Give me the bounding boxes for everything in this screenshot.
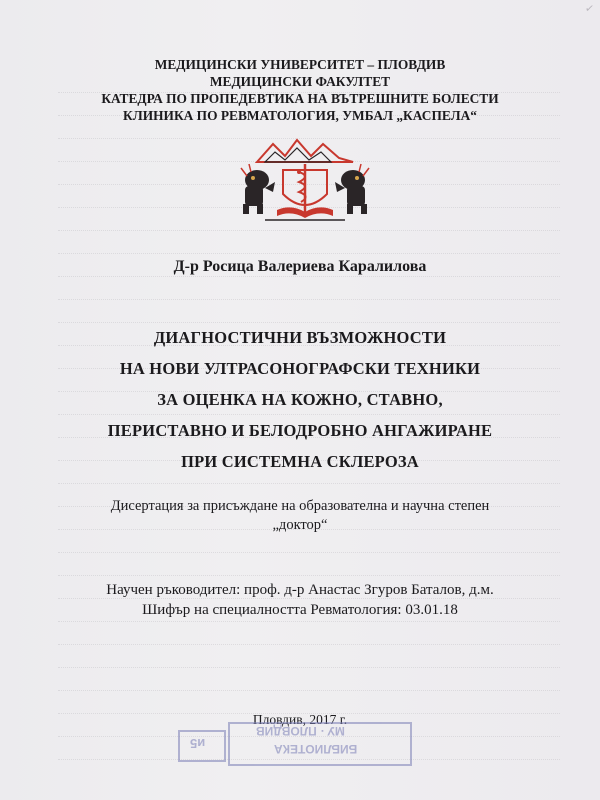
author-name: Д-р Росица Валериева Каралилова bbox=[173, 258, 427, 275]
title-line: ЗА ОЦЕНКА НА КОЖНО, СТАВНО, bbox=[157, 390, 443, 409]
title-line: ПРИ СИСТЕМНА СКЛЕРОЗА bbox=[181, 452, 419, 471]
library-stamp bbox=[178, 722, 418, 764]
stamp-line-1: МУ · ПЛОВДИВ bbox=[256, 724, 345, 738]
stamp-line-2: БИБЛИОТЕКА bbox=[274, 742, 358, 756]
dissertation-title bbox=[0, 322, 600, 477]
degree-name: „доктор“ bbox=[272, 517, 328, 533]
title-line: ПЕРИСТАВНО И БЕЛОДРОБНО АНГАЖИРАНЕ bbox=[107, 421, 493, 440]
specialty-code-line: Шифър на специалността Ревматология: 03.01.18 bbox=[142, 602, 458, 618]
department-name: КАТЕДРА ПО ПРОПЕДЕВТИКА НА ВЪТРЕШНИТЕ БОЛЕСТИ bbox=[101, 91, 499, 106]
clinic-name: КЛИНИКА ПО РЕВМАТОЛОГИЯ, УМБАЛ „КАСПЕЛА“ bbox=[123, 108, 477, 123]
faculty-name: МЕДИЦИНСКИ ФАКУЛТЕТ bbox=[209, 74, 391, 89]
university-crest-icon bbox=[235, 136, 375, 226]
university-name: МЕДИЦИНСКИ УНИВЕРСИТЕТ – ПЛОВДИВ bbox=[154, 57, 446, 72]
supervisor-line: Научен ръководител: проф. д-р Анастас Згуров Баталов, д.м. bbox=[106, 582, 494, 598]
place-and-year: Пловдив, 2017 г. bbox=[252, 712, 348, 727]
stamp-number: и5 bbox=[190, 736, 206, 751]
title-line: НА НОВИ УЛТРАСОНОГРАФСКИ ТЕХНИКИ bbox=[119, 359, 481, 378]
degree-line: Дисертация за присъждане на образователна и научна степен bbox=[110, 498, 490, 514]
title-line: ДИАГНОСТИЧНИ ВЪЗМОЖНОСТИ bbox=[153, 328, 447, 347]
institution-header bbox=[0, 56, 600, 124]
degree-statement bbox=[0, 497, 600, 535]
page-corner-mark: ✓ bbox=[583, 2, 595, 16]
supervisor-block bbox=[0, 580, 600, 620]
